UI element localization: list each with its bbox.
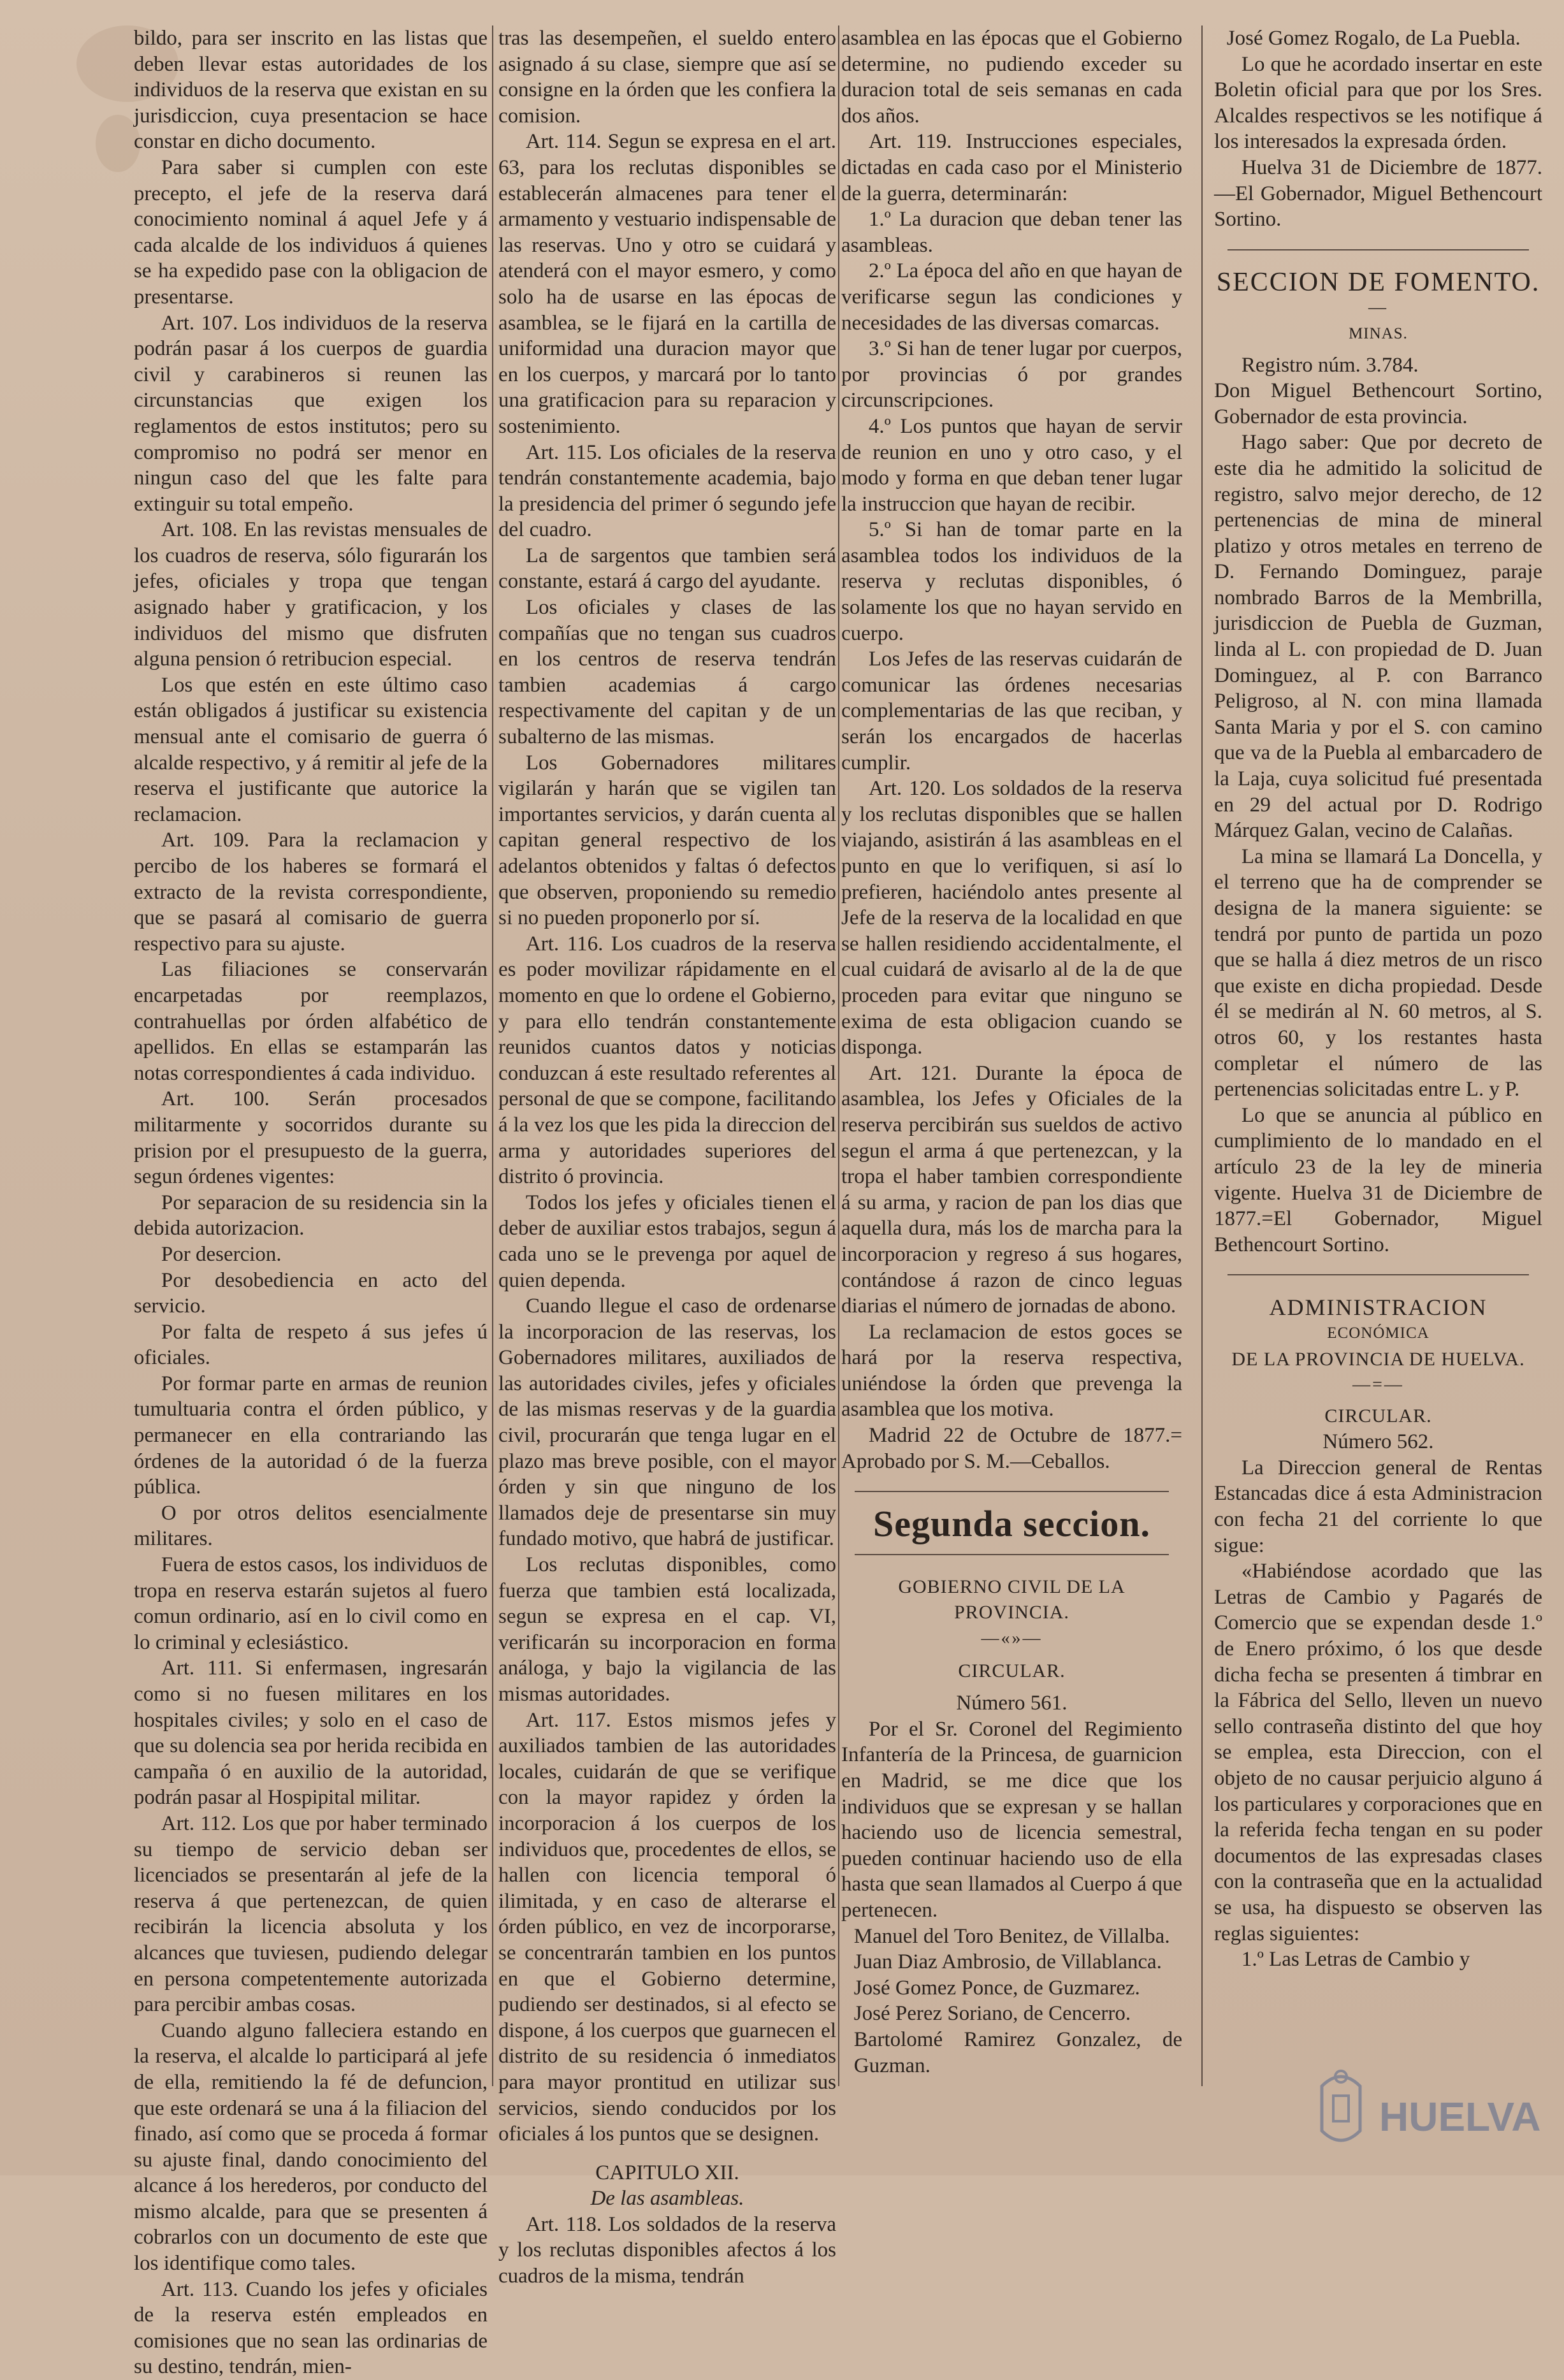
ornament: —: [1368, 298, 1388, 318]
paragraph: Art. 115. Los oficiales de la reserva tendrán constantemente academia, bajo la presidencia del primer ó segundo jefe del cuadro.: [498, 440, 836, 542]
ornament: —=—: [1352, 1375, 1404, 1395]
paragraph: «Habiéndose acordado que las Letras de Cambio y Pagarés de Comercio que se expendan desde 1.º de Enero próximo, ó los que desde dicha fecha se presenten á timbrar en la Fábrica del Sello, lleven un nuevo sello contraseña distinto del que hoy se emplea, esta Direccion, con el objeto de no causar perjuicio alguno á los particulares y corporaciones que en la referida fecha tengan en su poder documentos de las expresadas clases con la contraseña que en la actualidad se usa, ha dispuesto se observen las reglas siguientes:: [1214, 1560, 1542, 1945]
seal-label: HUELVA: [1379, 2094, 1541, 2140]
name-entry: Manuel del Toro Benitez, de Villalba.: [853, 1924, 1170, 1948]
paragraph: tras las desempeñen, el sueldo entero asignado á su clase, siempre que así se consigne en la órden que les confiera la comision.: [498, 27, 836, 127]
column-2: [498, 25, 836, 2288]
chapter-title: CAPITULO XII.: [595, 2161, 739, 2184]
paragraph: La de sargentos que tambien será constante, estará á cargo del ayudante.: [498, 544, 836, 593]
paragraph: Lo que he acordado insertar en este Boletin oficial para que por los Sres. Alcaldes respectivos se les notifique á los interesados la expresada órden.: [1214, 52, 1542, 154]
paragraph: Fuera de estos casos, los individuos de tropa en reserva estarán sujetos al fuero comun ordinario, así en lo civil como en lo criminal y eclesiástico.: [134, 1553, 488, 1654]
paragraph: Madrid 22 de Octubre de 1877.= Aprobado por S. M.—Ceballos.: [841, 1424, 1182, 1473]
circular-label: CIRCULAR.: [958, 1660, 1066, 1681]
ornament: —«»—: [981, 1629, 1043, 1649]
paragraph: Los Gobernadores militares vigilarán y harán que se vigilen tan importantes servicios, y darán cuenta al capitan general respectivo de los adelantos obtenidos y faltas ó defectos que observen, proponiendo su remedio si no pueden proponerlo por sí.: [498, 751, 836, 930]
name-entry: José Gomez Rogalo, de La Puebla.: [1226, 27, 1521, 50]
paragraph: Art. 108. En las revistas mensuales de los cuadros de reserva, sólo figurarán los jefes, oficiales y tropa que tengan asignado haber y gratificacion, y los individuos del mismo que disfruten alguna pension ó retribucion especial.: [134, 518, 488, 671]
paragraph: Art. 100. Serán procesados militarmente y socorridos durante su prision por el presupuesto de la guerra, segun órdenes vigentes:: [134, 1087, 488, 1189]
paragraph: Art. 121. Durante la época de asamblea, los Jefes y Oficiales de la reserva percibirán sus sueldos de activo segun el arma á que pertenezcan, y la tropa el haber tambien correspondiente á su arma, y racion de pan los dias que aquella dura, más los de marcha para la incorporacion y regreso á sus hogares, contándose á razon de cinco leguas diarias el número de jornadas de abono.: [841, 1061, 1182, 1318]
column-4: [1214, 25, 1542, 2137]
circular-number: Número 561.: [956, 1692, 1068, 1715]
paragraph: bildo, para ser inscrito en las listas que deben llevar estas autoridades de los individuos de la reserva que existan en su jurisdiccion, cuya presentacion se hace constar en dicho documento.: [134, 27, 488, 154]
section-subtitle: ECONÓMICA: [1327, 1324, 1430, 1342]
column-1: [134, 25, 488, 2379]
paragraph: Los Jefes de las reservas cuidarán de comunicar las órdenes necesarias complementarias de las que reciban, y serán los encargados de hacerlas cumplir.: [841, 648, 1182, 774]
paragraph: Art. 113. Cuando los jefes y oficiales de la reserva estén empleados en comisiones que no sean las ordinarias de su destino, tendrán, mien-: [134, 2277, 488, 2379]
column-divider: [838, 25, 839, 2086]
paragraph: Por separacion de su residencia sin la debida autorizacion.: [134, 1191, 488, 1240]
paragraph: Todos los jefes y oficiales tienen el deber de auxiliar estos trabajos, segun á cada uno se le prevenga por aquel de quien dependa.: [498, 1191, 836, 1292]
paragraph: O por otros delitos esencialmente militares.: [134, 1501, 488, 1551]
paragraph: 4.º Los puntos que hayan de servir de reunion en uno y otro caso, y el modo y forma en que deban tener lugar la instruccion que hayan de recibir.: [841, 414, 1182, 516]
name-entry: Juan Diaz Ambrosio, de Villablanca.: [853, 1950, 1162, 1974]
paragraph: Los oficiales y clases de las compañías que no tengan sus cuadros en los centros de reserva tendrán tambien academias á cargo respectivamente del capitan y de un subalterno de las mismas.: [498, 596, 836, 749]
archive-seal: [1309, 2061, 1539, 2156]
section-heading: GOBIERNO CIVIL DE LA PROVINCIA.: [898, 1576, 1126, 1623]
paragraph: Por formar parte en armas de reunion tumultuaria contra el órden público, y permanecer en ella contrariando las órdenes de la autoridad ó de la fuerza pública.: [134, 1372, 488, 1499]
paragraph: Por falta de respeto á sus jefes ú oficiales.: [134, 1320, 488, 1370]
paragraph: Art. 120. Los soldados de la reserva y los reclutas disponibles que se hallen viajando, asistirán á las asambleas en el punto en que lo verifiquen, si así lo prefieren, haciéndolo antes presente al Jefe de la reserva de la localidad en que se hallen residiendo accidentalmente, el cual cuidará de avisarlo al de la de que proceden para evitar que ninguno se exima de esta obligacion cuando se disponga.: [841, 777, 1182, 1059]
paragraph: Art. 114. Segun se expresa en el art. 63, para los reclutas disponibles se establecerán almacenes para tener el armamento y vestuario indispensable de las reservas. Uno y otro se cuidará y atenderá con el mayor esmero, y como solo ha de usarse en las épocas de asamblea, se le fijará en la cartilla de uniformidad una duracion mayor que en los cuerpos, y marcará por lo tanto una gratificacion para su reparacion y sostenimiento.: [498, 130, 836, 438]
paragraph: 1.º Las Letras de Cambio y: [1241, 1948, 1470, 1971]
paragraph: Art. 118. Los soldados de la reserva y los reclutas disponibles afectos á los cuadros de la misma, tendrán: [498, 2212, 836, 2288]
paragraph: Art. 116. Los cuadros de la reserva es poder movilizar rápidamente en el momento en que lo ordene el Gobierno, y para ello tendrán constantemente reunidos cuantos datos y noticias conduzcan á este resultado referentes al personal de que se compone, facilitando á la vez los que les pida la direccion del arma y autoridades superiores del distrito ó provincia.: [498, 932, 836, 1189]
section-title: Segunda seccion.: [873, 1503, 1150, 1545]
name-entry: José Perez Soriano, de Cencerro.: [853, 2002, 1131, 2026]
paragraph: 2.º La época del año en que hayan de verificarse segun las condiciones y necesidades de las diversas comarcas.: [841, 259, 1182, 335]
paragraph: Art. 117. Estos mismos jefes y auxiliados tambien de las autoridades locales, cuidarán de que se verifique con la mayor rapidez y órden la incorporacion á los cuerpos de los individuos que, procedentes de ellos, se hallen con licencia temporal ó ilimitada, y en caso de alterarse el órden público, en vez de incorporarse, se concentrarán tambien en los puntos en que el Gobierno determine, pudiendo ser destinados, si al efecto se dispone, á los cuerpos que guarnecen el distrito de su residencia ó inmediatos para mayor prontitud en utilizar sus servicios, siendo conducidos por los oficiales á los puntos que se designen.: [498, 1708, 836, 2146]
subsection-title: MINAS.: [1349, 324, 1408, 342]
paragraph: Don Miguel Bethencourt Sortino, Gobernador de esta provincia.: [1214, 379, 1542, 428]
paragraph: Art. 111. Si enfermasen, ingresarán como si no fuesen militares en los hospitales civiles; y solo en el caso de que su dolencia sea por herida recibida en campaña ó en auxilio de la autoridad, podrán pasar al Hospipital militar.: [134, 1657, 488, 1810]
section-title: ADMINISTRACION: [1269, 1295, 1488, 1321]
paragraph: Por desercion.: [161, 1242, 282, 1266]
paragraph: Por desobediencia en acto del servicio.: [134, 1268, 488, 1318]
paragraph: Los reclutas disponibles, como fuerza que tambien está localizada, segun se expresa en el cap. VI, verificarán su incorporacion en forma análoga, y bajo la vigilancia de las mismas autoridades.: [498, 1553, 836, 1706]
paragraph: La Direccion general de Rentas Estancadas dice á esta Administracion con fecha 21 del corriente lo que sigue:: [1214, 1456, 1542, 1557]
paragraph: Hago saber: Que por decreto de este dia he admitido la solicitud de registro, salvo mejor derecho, de 12 pertenencias de mina de mineral platizo y otros metales en terreno de D. Fernando Dominguez, paraje nombrado Barros de la Membrilla, jurisdiccion de Puebla de Guzman, linda al L. con propiedad de D. Juan Dominguez, al P. con Barranco Peligroso, al N. con mina llamada Santa Maria y por el S. con camino que va de la Puebla al embarcadero de la Laja, cuya solicitud fué presentada en 29 del actual por D. Rodrigo Márquez Galan, vecino de Calañas.: [1214, 431, 1542, 843]
paragraph: 1.º La duracion que deban tener las asambleas.: [841, 208, 1182, 257]
paragraph: Art. 112. Los que por haber terminado su tiempo de servicio deban ser licenciados se presentarán al jefe de la reserva á que pertenezcan, de quien recibirán la licencia absoluta y los alcances que tuviesen, pudiendo delegar en persona competentemente autorizada para percibir ambas cosas.: [134, 1811, 488, 2017]
section-rule: [1227, 1274, 1530, 1275]
paragraph: Por el Sr. Coronel del Regimiento Infantería de la Princesa, de guarnicion en Madrid, se me dice que los individuos que se expresan y se hallan haciendo uso de licencia semestral, pueden continuar haciendo uso de ella hasta que sean llamados al Cuerpo á que pertenecen.: [841, 1717, 1182, 1922]
paragraph: 5.º Si han de tomar parte en la asamblea todos los individuos de la reserva y reclutas disponibles, ó solamente los que no hayan servido en cuerpo.: [841, 518, 1182, 645]
paragraph: Para saber si cumplen con este precepto, el jefe de la reserva dará conocimiento nominal á aquel Jefe y á cada alcalde de los individuos á quienes se ha expedido pase con la obligacion de presentarse.: [134, 156, 488, 308]
paragraph: Huelva 31 de Diciembre de 1877.—El Gobernador, Miguel Bethencourt Sortino.: [1214, 156, 1542, 231]
coat-of-arms-icon: [1322, 2071, 1360, 2140]
paragraph: Art. 109. Para la reclamacion y percibo de los haberes se formará el extracto de la revista correspondiente, que se pasará al comisario de guerra respectivo para su ajuste.: [134, 829, 488, 955]
paragraph: Cuando llegue el caso de ordenarse la incorporacion de las reservas, los Gobernadores militares, auxiliados de las autoridades civiles, jefes y oficiales de las mismas reservas y de la guardia civil, procurarán que tenga lugar en el plazo mas breve posible, con el mayor órden y sin que ninguno de los llamados deje de presentarse sin muy fundado motivo, que habrá de justificar.: [498, 1295, 836, 1551]
paragraph: 3.º Si han de tener lugar por cuerpos, por provincias ó por grandes circunscripciones.: [841, 337, 1182, 412]
name-entry: Bartolomé Ramirez Gonzalez, de Guzman.: [853, 2028, 1182, 2077]
paragraph: Registro núm. 3.784.: [1241, 353, 1419, 377]
name-entry: José Gomez Ponce, de Guzmarez.: [853, 1976, 1140, 1999]
section-rule: [1227, 249, 1530, 250]
paragraph: Los que estén en este último caso están obligados á justificar su existencia mensual ante el comisario de guerra ó alcalde respectivo, y á remitir al jefe de la reserva el justificante que autorice la reclamacion.: [134, 673, 488, 826]
section-title: SECCION DE FOMENTO.: [1216, 267, 1540, 297]
section-heading: DE LA PROVINCIA DE HUELVA.: [1231, 1348, 1525, 1370]
paragraph: asamblea en las épocas que el Gobierno determine, no pudiendo exceder su duracion total de seis semanas en cada dos años.: [841, 27, 1182, 127]
paragraph: La mina se llamará La Doncella, y el terreno que ha de comprender se designa de la manera siguiente: se tendrá por punto de partida un pozo que se halla á diez metros de un risco que existe en dicha propiedad. Desde él se medirán al N. 60 metros, al S. otros 60, y los restantes hasta completar el número de las pertenencias solicitadas entre L. y P.: [1214, 845, 1542, 1101]
chapter-subtitle: De las asambleas.: [590, 2187, 744, 2210]
paragraph: La reclamacion de estos goces se hará por la reserva respectiva, uniéndose la órden que prevenga la asamblea que los motiva.: [841, 1320, 1182, 1421]
column-divider: [1201, 25, 1203, 2086]
column-3: [841, 25, 1182, 2137]
column-divider: [492, 25, 493, 2086]
circular-number: Número 562.: [1322, 1430, 1434, 1454]
paragraph: Art. 107. Los individuos de la reserva podrán pasar á los cuerpos de guardia civil y carabineros si reunen las circunstancias que exigen los reglamentos de estos institutos; pero su compromiso no podrá ser menor en ningun caso del que les falte para extinguir su total empeño.: [134, 311, 488, 516]
section-rule: [855, 1554, 1168, 1555]
paragraph: Cuando alguno falleciera estando en la reserva, el alcalde lo participará al jefe de ella, remitiendo la fé de defuncion, que este ordenará se una á la filiacion del finado, así como que se proceda á formar su ajuste final, dando conocimiento del alcance á los herederos, por conducto del mismo alcalde, para que se presenten á cobrarlos con un documento de este que los identifique como tales.: [134, 2019, 488, 2275]
paragraph: Art. 119. Instrucciones especiales, dictadas en cada caso por el Ministerio de la guerra, determinarán:: [841, 130, 1182, 205]
paragraph: Las filiaciones se conservarán encarpetadas por reemplazos, contrahuellas por órden alfabético de apellidos. En ellas se estamparán las notas correspondientes á cada individuo.: [134, 958, 488, 1085]
paragraph: Lo que se anuncia al público en cumplimiento de lo mandado en el artículo 23 de la ley de mineria vigente. Huelva 31 de Diciembre de 1877.=El Gobernador, Miguel Bethencourt Sortino.: [1214, 1103, 1542, 1256]
circular-label: CIRCULAR.: [1324, 1405, 1432, 1426]
section-rule: [855, 1491, 1168, 1492]
